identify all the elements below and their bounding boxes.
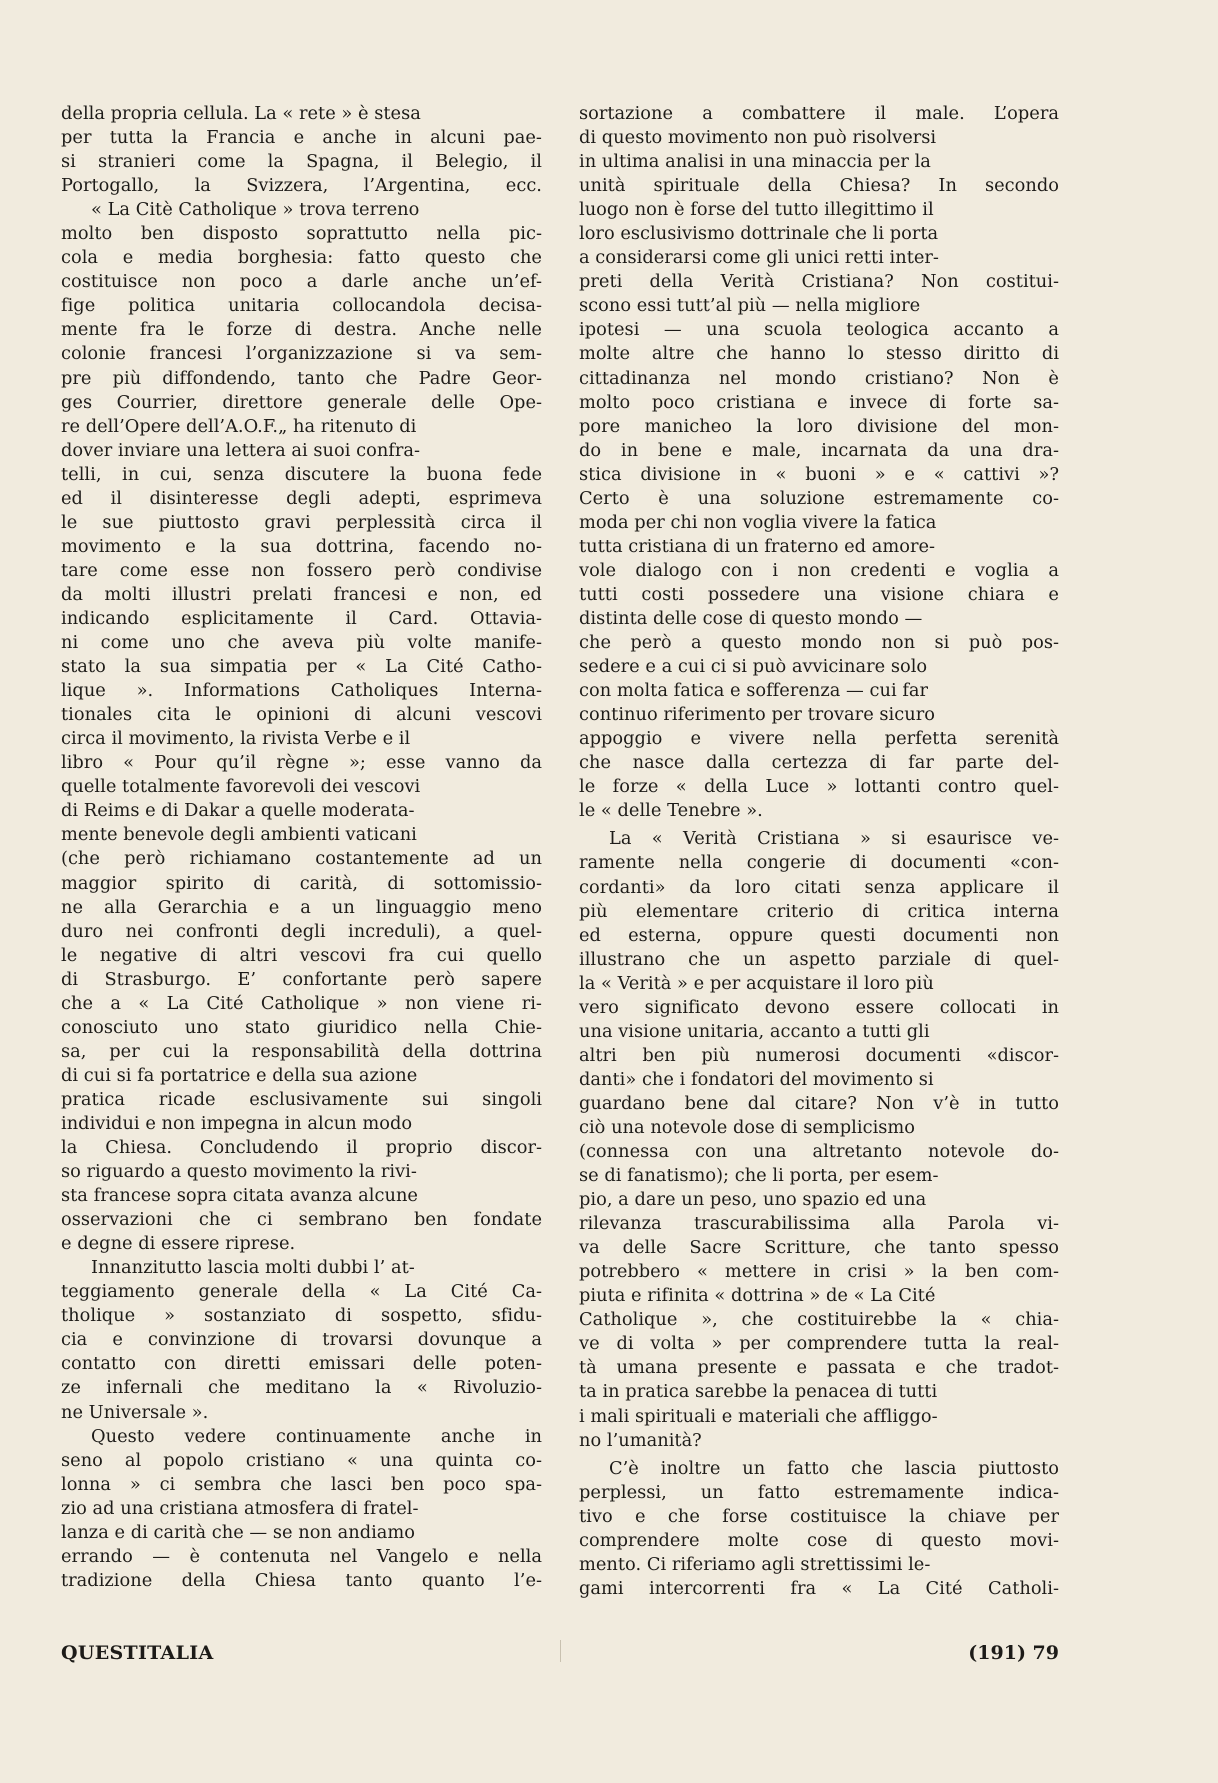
text-line: una visione unitaria, accanto a tutti gli <box>579 1020 930 1042</box>
page-footer <box>61 1642 1059 1672</box>
text-line: potrebbero « mettere in crisi » la ben com- <box>579 1261 1060 1283</box>
text-line: stato la sua simpatia per « La Cité Catho- <box>61 656 543 678</box>
text-line: moda per chi non voglia vivere la fatica <box>579 511 937 533</box>
text-line: cia e convinzione di trovarsi dovunque a <box>61 1329 542 1351</box>
text-line: maggior spirito di carità, di sottomissio- <box>61 872 543 894</box>
text-line: le sue piuttosto gravi perplessità circa il <box>61 511 543 533</box>
text-line: che però a questo mondo non si può pos- <box>579 632 1060 654</box>
text-line: in ultima analisi in una minaccia per la <box>579 151 931 173</box>
text-line: da molti illustri prelati francesi e non, ed <box>61 583 542 605</box>
text-line: « La Citè Catholique » trova terreno <box>91 199 420 221</box>
text-line: mente benevole degli ambienti vaticani <box>61 824 417 846</box>
text-line: errando — è contenuta nel Vangelo e nella <box>61 1545 543 1567</box>
text-line: la « Verità » e per acquistare il loro più <box>579 972 934 994</box>
text-line: lique ». Informations Catholiques Interna- <box>61 680 542 702</box>
left-column <box>61 102 542 1593</box>
text-line: tutta cristiana di un fraterno ed amore- <box>579 535 936 557</box>
text-line: si stranieri come la Spagna, il Belegio, il <box>61 151 542 173</box>
text-line: ni come uno che aveva più volte manife- <box>61 632 542 654</box>
text-line: teggiamento generale della « La Cité Ca- <box>61 1281 542 1303</box>
right-column <box>579 102 1059 1601</box>
text-line: continuo riferimento per trovare sicuro <box>579 704 935 726</box>
text-line: quelle totalmente favorevoli dei vescovi <box>61 776 421 798</box>
text-line: cordanti» da loro citati senza applicare il <box>579 876 1060 898</box>
text-line: sedere e a cui ci si può avvicinare solo <box>579 656 928 678</box>
text-line: danti» che i fondatori del movimento si <box>579 1068 934 1090</box>
text-line: se di fanatismo); che li porta, per esem- <box>579 1165 939 1187</box>
text-line: indicando esplicitamente il Card. Ottavia- <box>61 607 542 629</box>
text-line: mente fra le forze di destra. Anche nelle <box>61 319 542 341</box>
text-line: vero significato devono essere collocati in <box>579 996 1060 1018</box>
text-line: re dell’Opere dell’A.O.F.„ ha ritenuto di <box>61 415 417 437</box>
text-line: osservazioni che ci sembrano ben fondate <box>61 1209 543 1231</box>
text-line: fige politica unitaria collocandola decisa- <box>61 295 542 317</box>
text-line: cittadinanza nel mondo cristiano? Non è <box>579 367 1059 389</box>
text-line: che a « La Cité Catholique » non viene ri- <box>61 992 542 1014</box>
text-line: di Strasburgo. E’ confortante però sapere <box>61 968 542 990</box>
text-line: che nasce dalla certezza di far parte del- <box>579 752 1060 774</box>
text-line: lonna » ci sembra che lasci ben poco spa- <box>61 1473 543 1495</box>
text-line: loro esclusivismo dottrinale che li porta <box>579 223 939 245</box>
text-line: unità spirituale della Chiesa? In secondo <box>579 175 1059 197</box>
text-line: Catholique », che costituirebbe la « chia- <box>579 1309 1060 1331</box>
text-line: so riguardo a questo movimento la rivi- <box>61 1161 417 1183</box>
text-line: ve di volta » per comprendere tutta la real- <box>579 1333 1059 1355</box>
text-line: e degne di essere riprese. <box>61 1233 296 1255</box>
text-line: preti della Verità Cristiana? Non costitui- <box>579 271 1060 293</box>
text-line: colonie francesi l’organizzazione si va sem- <box>61 343 542 365</box>
text-line: con molta fatica e sofferenza — cui far <box>579 680 929 702</box>
text-line: lanza e di carità che — se non andiamo <box>61 1521 416 1543</box>
page-number: (191) 79 <box>968 1642 1059 1664</box>
text-line: di cui si fa portatrice e della sua azione <box>61 1064 418 1086</box>
text-line: pio, a dare un peso, uno spazio ed una <box>579 1189 927 1211</box>
text-line: (che però richiamano costantemente ad un <box>61 848 542 870</box>
text-line: La « Verità Cristiana » si esaurisce ve- <box>609 828 1060 850</box>
text-line: illustrano che un aspetto parziale di quel- <box>579 948 1060 970</box>
text-line: costituisce non poco a darle anche un’ef- <box>61 271 542 293</box>
text-line: altri ben più numerosi documenti «discor- <box>579 1044 1059 1066</box>
text-line: a considerarsi come gli unici retti inter- <box>579 247 939 269</box>
text-line: pratica ricade esclusivamente sui singoli <box>61 1088 543 1110</box>
text-line: per tutta la Francia e anche in alcuni pae- <box>61 127 542 149</box>
text-line: Innanzitutto lascia molti dubbi l’ at- <box>91 1257 415 1279</box>
text-line: della propria cellula. La « rete » è stesa <box>61 103 421 124</box>
text-line: conosciuto uno stato giuridico nella Chie- <box>61 1016 542 1038</box>
text-line: contatto con diretti emissari delle poten- <box>61 1353 542 1375</box>
text-line: sta francese sopra citata avanza alcune <box>61 1185 418 1207</box>
text-line: comprendere molte cose di questo movi- <box>579 1529 1059 1551</box>
text-line: ramente nella congerie di documenti «con- <box>579 852 1060 874</box>
text-line: ze infernali che meditano la « Rivoluzio- <box>61 1377 543 1399</box>
text-line: gami intercorrenti fra « La Cité Catholi- <box>579 1577 1060 1599</box>
text-line: ne alla Gerarchia e a un linguaggio meno <box>61 896 542 918</box>
text-line: perplessi, un fatto estremamente indica- <box>579 1481 1059 1503</box>
text-line: Questo vedere continuamente anche in <box>91 1425 542 1447</box>
text-line: luogo non è forse del tutto illegittimo il <box>579 199 934 221</box>
text-line: molto ben disposto soprattutto nella pic- <box>61 223 542 245</box>
text-line: Portogallo, la Svizzera, l’Argentina, ecc. <box>61 175 542 197</box>
text-line: sortazione a combattere il male. L’opera <box>579 103 1059 124</box>
text-line: tà umana presente e passata e che tradot- <box>579 1357 1060 1379</box>
text-line: tare come esse non fossero però condivise <box>61 559 543 581</box>
text-line: ta in pratica sarebbe la penacea di tutti <box>579 1381 938 1403</box>
text-line: piuta e rifinita « dottrina » de « La Cité <box>579 1285 936 1307</box>
text-line: molto poco cristiana e invece di forte sa- <box>579 391 1059 413</box>
text-line: di questo movimento non può risolversi <box>579 127 937 149</box>
text-line: ne Universale ». <box>61 1401 209 1423</box>
text-line: movimento e la sua dottrina, facendo no- <box>61 535 543 557</box>
text-line: C’è inoltre un fatto che lascia piuttosto <box>609 1457 1059 1479</box>
text-line: più elementare criterio di critica interna <box>579 900 1059 922</box>
text-line: pore manicheo la loro divisione del mon- <box>579 415 1059 437</box>
text-line: stica divisione in « buoni » e « cattivi »? <box>579 463 1060 485</box>
text-line: di Reims e di Dakar a quelle moderata- <box>61 800 415 822</box>
magazine-name: QUESTITALIA <box>61 1642 214 1664</box>
text-line: guardano bene dal citare? Non v’è in tutto <box>579 1092 1059 1114</box>
text-line: le negative di altri vescovi fra cui quello <box>61 944 543 966</box>
text-line: appoggio e vivere nella perfetta serenità <box>579 728 1060 750</box>
text-line: telli, in cui, senza discutere la buona fede <box>61 463 542 485</box>
text-line: ed esterna, oppure questi documenti non <box>579 924 1060 946</box>
text-line: Certo è una soluzione estremamente co- <box>579 487 1059 509</box>
text-line: zio ad una cristiana atmosfera di fratel- <box>61 1497 419 1519</box>
text-line: tholique » sostanziato di sospetto, sfidu- <box>61 1305 542 1327</box>
text-line: dover inviare una lettera ai suoi confra- <box>61 439 421 461</box>
text-line: cola e media borghesia: fatto questo che <box>61 247 542 269</box>
text-line: scono essi tutt’al più — nella migliore <box>579 295 921 317</box>
text-line: le « delle Tenebre ». <box>579 800 763 822</box>
text-line: tivo e che forse costituisce la chiave per <box>579 1505 1059 1527</box>
text-line: circa il movimento, la rivista Verbe e il <box>61 728 411 750</box>
text-line: va delle Sacre Scritture, che tanto spesso <box>579 1237 1059 1259</box>
text-line: pre più diffondendo, tanto che Padre Geor- <box>61 367 543 389</box>
text-line: distinta delle cose di questo mondo — <box>579 607 923 629</box>
text-line: ges Courrier, direttore generale delle Ope- <box>61 391 543 413</box>
text-line: ipotesi — una scuola teologica accanto a <box>579 319 1059 341</box>
text-line: (connessa con una altretanto notevole do- <box>579 1141 1060 1163</box>
text-line: no l’umanità? <box>579 1429 702 1451</box>
text-line: vole dialogo con i non credenti e voglia a <box>579 559 1060 581</box>
text-line: do in bene e male, incarnata da una dra- <box>579 439 1059 461</box>
text-line: molte altre che hanno lo stesso diritto di <box>579 343 1060 365</box>
text-line: tradizione della Chiesa tanto quanto l’e- <box>61 1569 543 1591</box>
text-line: tutti costi possedere una visione chiara e <box>579 583 1059 605</box>
text-line: tionales cita le opinioni di alcuni vescovi <box>61 704 543 726</box>
text-line: ed il disinteresse degli adepti, esprimeva <box>61 487 543 509</box>
text-line: mento. Ci riferiamo agli strettissimi le- <box>579 1553 931 1575</box>
text-line: seno al popolo cristiano « una quinta co- <box>61 1449 542 1471</box>
text-line: libro « Pour qu’il règne »; esse vanno da <box>61 752 543 774</box>
text-line: la Chiesa. Concludendo il proprio discor- <box>61 1137 543 1159</box>
text-line: ciò una notevole dose di semplicismo <box>579 1116 916 1138</box>
text-line: duro nei confronti degli increduli), a quel- <box>61 920 543 942</box>
text-line: i mali spirituali e materiali che affliggo- <box>579 1405 938 1427</box>
text-line: le forze « della Luce » lottanti contro quel- <box>579 776 1059 798</box>
text-line: rilevanza trascurabilissima alla Parola vi- <box>579 1213 1059 1235</box>
text-line: individui e non impegna in alcun modo <box>61 1112 413 1134</box>
text-line: sa, per cui la responsabilità della dottrina <box>61 1040 542 1062</box>
